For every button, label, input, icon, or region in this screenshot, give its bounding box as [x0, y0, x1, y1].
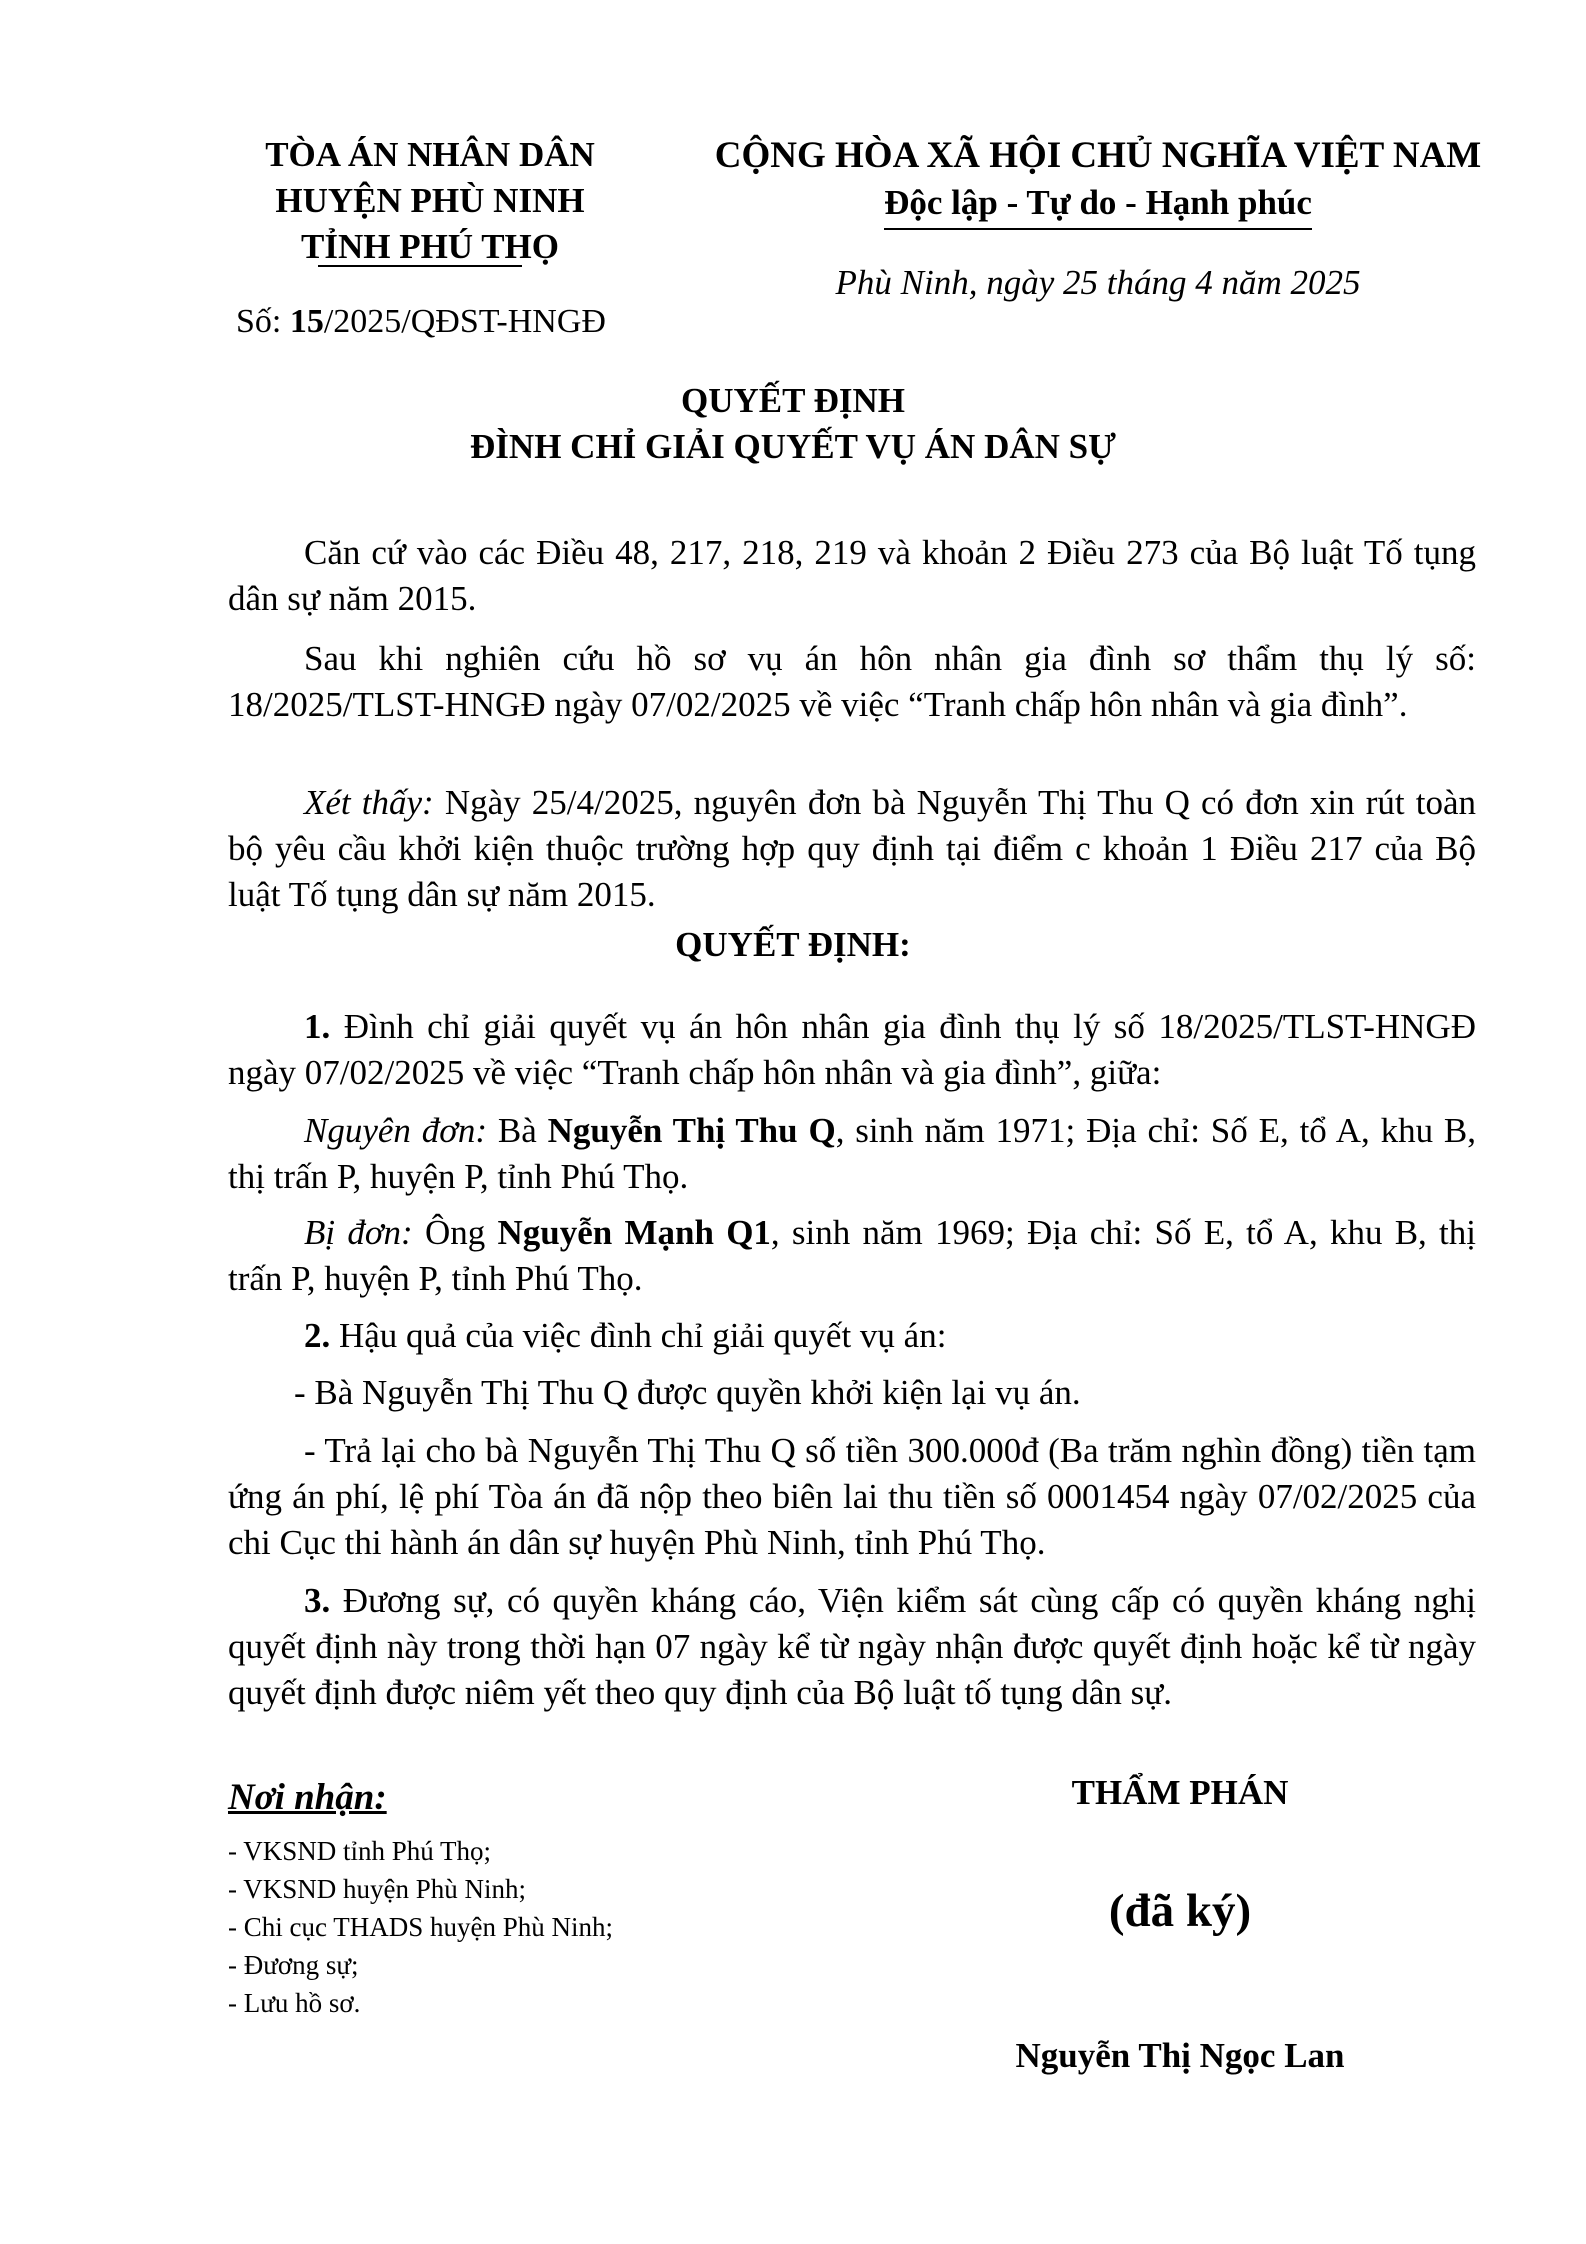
- recipient-item: - VKSND tỉnh Phú Thọ;: [228, 1836, 492, 1866]
- court-line-1: TÒA ÁN NHÂN DÂN: [265, 135, 595, 174]
- recipient-item: - VKSND huyện Phù Ninh;: [228, 1874, 527, 1904]
- item2-number: 2.: [304, 1316, 331, 1355]
- recipient-item: - Chi cục THADS huyện Phù Ninh;: [228, 1912, 613, 1942]
- judge-role: THẨM PHÁN: [1071, 1773, 1289, 1812]
- item1-text: Đình chỉ giải quyết vụ án hôn nhân gia đình thụ lý số 18/2025/TLST-HNGĐ ngày 07/02/2025 về việc “Tranh chấp hôn nhân và gia đình”, giữa:: [228, 1007, 1476, 1092]
- decision-item-2: [228, 1313, 1476, 1359]
- consideration: [228, 780, 1476, 918]
- consider-text: Ngày 25/4/2025, nguyên đơn bà Nguyễn Thị Thu Q có đơn xin rút toàn bộ yêu cầu khởi kiện thuộc trường hợp quy định tại điểm c khoản 1 Điều 217 của Bộ luật Tố tụng dân sự năm 2015.: [228, 783, 1476, 914]
- item2-right-to-resue: - Bà Nguyễn Thị Thu Q được quyền khởi kiện lại vụ án.: [294, 1373, 1081, 1412]
- plaintiff-rest: , sinh năm 1971; Địa chỉ: Số E, tổ A, khu B, thị trấn P, huyện P, tỉnh Phú Thọ.: [228, 1111, 1477, 1196]
- court-line-2: HUYỆN PHÙ NINH: [275, 181, 585, 220]
- doc-no-suffix: /2025/QĐST-HNGĐ: [323, 303, 606, 340]
- defendant-info: [228, 1210, 1476, 1302]
- signature-block: [900, 1770, 1460, 2076]
- plaintiff-label: Nguyên đơn:: [304, 1111, 488, 1150]
- consider-label: Xét thấy:: [304, 783, 434, 822]
- item2-refund: - Trả lại cho bà Nguyễn Thị Thu Q số tiền 300.000đ (Ba trăm nghìn đồng) tiền tạm ứng án phí, lệ phí Tòa án đã nộp theo biên lai thu tiền số 0001454 ngày 07/02/2025 của chi Cục thi hành án dân sự huyện Phù Ninh, tỉnh Phú Thọ.: [228, 1431, 1476, 1562]
- plaintiff-name: Nguyễn Thị Thu Q: [547, 1111, 836, 1150]
- document-number: [236, 303, 606, 341]
- judge-name: Nguyễn Thị Ngọc Lan: [1015, 2036, 1345, 2075]
- title-line-1: QUYẾT ĐỊNH: [681, 381, 905, 420]
- item2-text: Hậu quả của việc đình chỉ giải quyết vụ án:: [330, 1316, 947, 1355]
- motto: Độc lập - Tự do - Hạnh phúc: [884, 180, 1312, 230]
- place-date: Phù Ninh, ngày 25 tháng 4 năm 2025: [835, 263, 1361, 302]
- defendant-label: Bị đơn:: [304, 1213, 413, 1252]
- defendant-pre: Ông: [412, 1213, 498, 1252]
- item3-text: Đương sự, có quyền kháng cáo, Viện kiểm sát cùng cấp có quyền kháng nghị quyết định này trong thời hạn 07 ngày kể từ ngày nhận được quyết định hoặc kể từ ngày quyết định được niêm yết theo quy định của Bộ luật tố tụng dân sự.: [228, 1581, 1476, 1712]
- defendant-rest: , sinh năm 1969; Địa chỉ: Số E, tổ A, khu B, thị trấn P, huyện P, tỉnh Phú Thọ.: [228, 1213, 1476, 1298]
- decision-item-1: [228, 1004, 1476, 1096]
- recipients-title: Nơi nhận:: [228, 1777, 387, 1818]
- doc-no-number: 15: [289, 303, 324, 340]
- recipients-list: [228, 1832, 613, 2022]
- document-title: [0, 378, 1586, 470]
- recipient-item: - Đương sự;: [228, 1950, 359, 1980]
- doc-no-prefix: Số:: [236, 303, 290, 340]
- legal-basis: Căn cứ vào các Điều 48, 217, 218, 219 và khoản 2 Điều 273 của Bộ luật Tố tụng dân sự năm 2015.: [228, 533, 1476, 618]
- case-study: Sau khi nghiên cứu hồ sơ vụ án hôn nhân gia đình sơ thẩm thụ lý số: 18/2025/TLST-HNGĐ ngày 07/02/2025 về việc “Tranh chấp hôn nhân và gia đình”.: [228, 639, 1476, 724]
- recipient-item: - Lưu hồ sơ.: [228, 1988, 361, 2018]
- defendant-name: Nguyễn Mạnh Q1: [497, 1213, 771, 1252]
- court-divider: [318, 265, 522, 267]
- plaintiff-pre: Bà: [487, 1111, 548, 1150]
- court-name: [170, 132, 690, 270]
- nation-title: CỘNG HÒA XÃ HỘI CHỦ NGHĨA VIỆT NAM: [714, 135, 1482, 176]
- title-line-2: ĐÌNH CHỈ GIẢI QUYẾT VỤ ÁN DÂN SỰ: [470, 427, 1116, 466]
- plaintiff-info: [228, 1108, 1476, 1200]
- national-header: [693, 132, 1503, 230]
- item3-number: 3.: [304, 1581, 331, 1620]
- item1-number: 1.: [304, 1007, 331, 1046]
- decision-item-3: [228, 1578, 1476, 1716]
- decision-heading: QUYẾT ĐỊNH:: [675, 925, 911, 964]
- court-line-3: TỈNH PHÚ THỌ: [300, 227, 559, 266]
- signed-note: (đã ký): [1108, 1885, 1252, 1937]
